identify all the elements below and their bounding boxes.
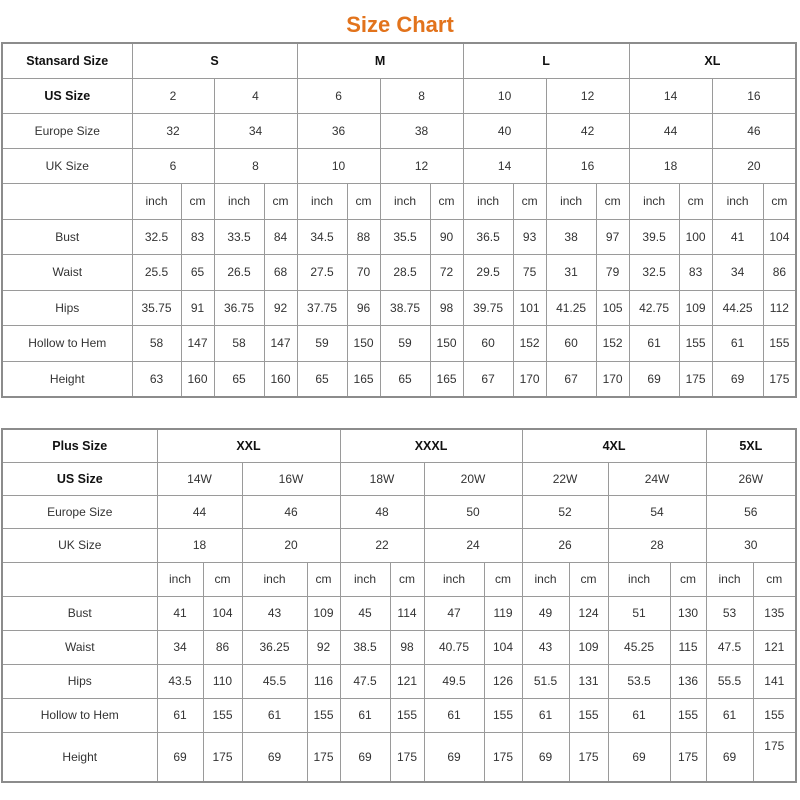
value-inch: 35.5	[380, 219, 430, 255]
value-inch: 47	[424, 596, 484, 630]
unit-cm: cm	[307, 562, 340, 596]
plus-size-table	[1, 428, 797, 783]
value-cm: 175	[670, 732, 706, 782]
value-inch: 36.75	[214, 290, 264, 326]
standard-height-row	[2, 361, 796, 397]
value-inch: 45.5	[242, 664, 307, 698]
value-inch: 69	[340, 732, 390, 782]
uk-size-value: 6	[132, 148, 214, 183]
value-cm: 72	[430, 255, 463, 291]
unit-cm: cm	[484, 562, 522, 596]
value-cm: 91	[181, 290, 214, 326]
value-cm: 92	[264, 290, 297, 326]
value-cm: 84	[264, 219, 297, 255]
value-cm: 160	[264, 361, 297, 397]
value-cm: 105	[596, 290, 629, 326]
unit-cm: cm	[390, 562, 424, 596]
us-size-value: 6	[297, 78, 380, 113]
size-xxl: XXL	[157, 429, 340, 462]
europe-size-value: 44	[629, 113, 712, 148]
size-header-row	[2, 43, 796, 78]
uk-size-value: 16	[546, 148, 629, 183]
value-inch: 49.5	[424, 664, 484, 698]
unit-cm: cm	[679, 183, 712, 219]
value-inch: 51	[608, 596, 670, 630]
plus-europe-size-value: 52	[522, 495, 608, 528]
value-cm: 83	[181, 219, 214, 255]
value-inch: 61	[608, 698, 670, 732]
europe-size-value: 34	[214, 113, 297, 148]
europe-size-value: 46	[712, 113, 796, 148]
value-inch: 27.5	[297, 255, 347, 291]
europe-size-value: 36	[297, 113, 380, 148]
us-size-label: US Size	[2, 78, 132, 113]
plus-europe-size-value: 44	[157, 495, 242, 528]
value-inch: 34.5	[297, 219, 347, 255]
page-title: Size Chart	[346, 12, 454, 37]
value-cm: 79	[596, 255, 629, 291]
standard-size-table	[1, 42, 797, 398]
value-inch: 38.75	[380, 290, 430, 326]
us-size-value: 10	[463, 78, 546, 113]
value-cm: 155	[679, 326, 712, 362]
value-cm: 86	[763, 255, 796, 291]
value-cm: 165	[430, 361, 463, 397]
value-inch: 61	[706, 698, 753, 732]
plus-uk-size-row	[2, 528, 796, 562]
plus-us-size-label: US Size	[2, 462, 157, 495]
size-s: S	[132, 43, 297, 78]
europe-size-value: 42	[546, 113, 629, 148]
value-inch: 69	[629, 361, 679, 397]
size-l: L	[463, 43, 629, 78]
unit-inch: inch	[157, 562, 203, 596]
value-cm: 131	[569, 664, 608, 698]
plus-us-size-value: 24W	[608, 462, 706, 495]
uk-size-value: 12	[380, 148, 463, 183]
value-inch: 61	[712, 326, 763, 362]
value-cm: 109	[307, 596, 340, 630]
value-inch: 61	[157, 698, 203, 732]
size-xxxl: XXXL	[340, 429, 522, 462]
unit-inch: inch	[424, 562, 484, 596]
plus-us-size-value: 20W	[424, 462, 522, 495]
plus-height-row	[2, 732, 796, 782]
value-inch: 41.25	[546, 290, 596, 326]
unit-cm: cm	[569, 562, 608, 596]
measurement-label: Waist	[2, 630, 157, 664]
value-inch: 53	[706, 596, 753, 630]
value-inch: 47.5	[340, 664, 390, 698]
value-cm: 130	[670, 596, 706, 630]
plus-us-size-value: 16W	[242, 462, 340, 495]
unit-cm: cm	[513, 183, 546, 219]
plus-europe-size-value: 54	[608, 495, 706, 528]
value-cm: 155	[753, 698, 796, 732]
value-inch: 51.5	[522, 664, 569, 698]
plus-uk-size-label: UK Size	[2, 528, 157, 562]
value-cm: 101	[513, 290, 546, 326]
unit-inch: inch	[706, 562, 753, 596]
value-inch: 41	[157, 596, 203, 630]
value-inch: 65	[214, 361, 264, 397]
plus-size-header: Plus Size	[2, 429, 157, 462]
unit-inch: inch	[463, 183, 513, 219]
value-inch: 55.5	[706, 664, 753, 698]
unit-inch: inch	[132, 183, 181, 219]
unit-cm: cm	[430, 183, 463, 219]
unit-inch: inch	[546, 183, 596, 219]
value-inch: 40.75	[424, 630, 484, 664]
value-inch: 43.5	[157, 664, 203, 698]
value-cm: 175	[307, 732, 340, 782]
value-cm: 116	[307, 664, 340, 698]
value-cm: 155	[203, 698, 242, 732]
plus-uk-size-value: 22	[340, 528, 424, 562]
plus-hollow-to-hem-row	[2, 698, 796, 732]
value-inch: 45.25	[608, 630, 670, 664]
uk-size-value: 18	[629, 148, 712, 183]
plus-bust-row	[2, 596, 796, 630]
value-cm: 65	[181, 255, 214, 291]
europe-size-value: 40	[463, 113, 546, 148]
plus-hips-row	[2, 664, 796, 698]
size-4xl: 4XL	[522, 429, 706, 462]
value-cm: 112	[763, 290, 796, 326]
value-cm: 110	[203, 664, 242, 698]
unit-cm: cm	[753, 562, 796, 596]
value-inch: 26.5	[214, 255, 264, 291]
value-cm: 126	[484, 664, 522, 698]
value-inch: 39.5	[629, 219, 679, 255]
value-cm: 86	[203, 630, 242, 664]
value-inch: 61	[424, 698, 484, 732]
value-cm: 150	[347, 326, 380, 362]
value-inch: 61	[340, 698, 390, 732]
us-size-value: 16	[712, 78, 796, 113]
value-cm: 104	[203, 596, 242, 630]
plus-size-header-row	[2, 429, 796, 462]
plus-europe-size-row	[2, 495, 796, 528]
standard-hollow-to-hem-row	[2, 326, 796, 362]
value-inch: 33.5	[214, 219, 264, 255]
value-inch: 39.75	[463, 290, 513, 326]
unit-inch: inch	[242, 562, 307, 596]
unit-inch: inch	[608, 562, 670, 596]
value-inch: 41	[712, 219, 763, 255]
size-m: M	[297, 43, 463, 78]
unit-inch: inch	[629, 183, 679, 219]
value-inch: 25.5	[132, 255, 181, 291]
unit-row-blank	[2, 183, 132, 219]
plus-us-size-value: 26W	[706, 462, 796, 495]
value-inch: 69	[242, 732, 307, 782]
unit-inch: inch	[380, 183, 430, 219]
value-cm: 93	[513, 219, 546, 255]
us-size-value: 8	[380, 78, 463, 113]
uk-size-value: 8	[214, 148, 297, 183]
measurement-label: Hips	[2, 664, 157, 698]
plus-us-size-row	[2, 462, 796, 495]
value-cm: 147	[181, 326, 214, 362]
value-cm: 109	[569, 630, 608, 664]
uk-size-label: UK Size	[2, 148, 132, 183]
value-cm: 88	[347, 219, 380, 255]
value-cm: 141	[753, 664, 796, 698]
value-cm: 124	[569, 596, 608, 630]
value-inch: 59	[297, 326, 347, 362]
value-cm: 104	[484, 630, 522, 664]
standard-size-header: Stansard Size	[2, 43, 132, 78]
value-inch: 61	[242, 698, 307, 732]
value-inch: 38	[546, 219, 596, 255]
plus-europe-size-label: Europe Size	[2, 495, 157, 528]
value-cm: 175	[679, 361, 712, 397]
value-inch: 65	[297, 361, 347, 397]
value-cm: 136	[670, 664, 706, 698]
value-inch: 42.75	[629, 290, 679, 326]
value-cm: 170	[596, 361, 629, 397]
value-cm: 90	[430, 219, 463, 255]
value-inch: 28.5	[380, 255, 430, 291]
plus-europe-size-value: 56	[706, 495, 796, 528]
value-cm: 175	[203, 732, 242, 782]
plus-unit-row	[2, 562, 796, 596]
standard-bust-row	[2, 219, 796, 255]
plus-uk-size-value: 18	[157, 528, 242, 562]
value-inch: 67	[463, 361, 513, 397]
value-inch: 69	[712, 361, 763, 397]
measurement-label: Hollow to Hem	[2, 326, 132, 362]
value-inch: 45	[340, 596, 390, 630]
value-cm: 155	[670, 698, 706, 732]
value-cm: 75	[513, 255, 546, 291]
value-inch: 69	[522, 732, 569, 782]
value-cm: 92	[307, 630, 340, 664]
plus-uk-size-value: 28	[608, 528, 706, 562]
plus-waist-row	[2, 630, 796, 664]
value-cm: 114	[390, 596, 424, 630]
value-cm: 98	[390, 630, 424, 664]
value-inch: 34	[712, 255, 763, 291]
uk-size-row	[2, 148, 796, 183]
value-cm: 155	[763, 326, 796, 362]
europe-size-value: 32	[132, 113, 214, 148]
value-inch: 58	[214, 326, 264, 362]
plus-uk-size-value: 26	[522, 528, 608, 562]
value-inch: 63	[132, 361, 181, 397]
value-cm: 98	[430, 290, 463, 326]
value-cm: 155	[569, 698, 608, 732]
value-inch: 60	[463, 326, 513, 362]
uk-size-value: 14	[463, 148, 546, 183]
size-5xl: 5XL	[706, 429, 796, 462]
value-inch: 53.5	[608, 664, 670, 698]
value-cm: 152	[513, 326, 546, 362]
plus-europe-size-value: 46	[242, 495, 340, 528]
plus-uk-size-value: 30	[706, 528, 796, 562]
unit-inch: inch	[340, 562, 390, 596]
measurement-label: Hips	[2, 290, 132, 326]
value-cm: 160	[181, 361, 214, 397]
measurement-label: Hollow to Hem	[2, 698, 157, 732]
uk-size-value: 20	[712, 148, 796, 183]
unit-cm: cm	[670, 562, 706, 596]
value-inch: 61	[629, 326, 679, 362]
value-inch: 58	[132, 326, 181, 362]
standard-waist-row	[2, 255, 796, 291]
value-inch: 43	[242, 596, 307, 630]
value-cm: 175	[390, 732, 424, 782]
unit-row	[2, 183, 796, 219]
measurement-label: Bust	[2, 219, 132, 255]
value-cm: 155	[307, 698, 340, 732]
unit-inch: inch	[522, 562, 569, 596]
plus-europe-size-value: 50	[424, 495, 522, 528]
value-cm: 104	[763, 219, 796, 255]
value-inch: 44.25	[712, 290, 763, 326]
value-cm: 68	[264, 255, 297, 291]
unit-cm: cm	[347, 183, 380, 219]
plus-europe-size-value: 48	[340, 495, 424, 528]
value-inch: 59	[380, 326, 430, 362]
value-cm: 155	[390, 698, 424, 732]
value-inch: 29.5	[463, 255, 513, 291]
value-cm: 155	[484, 698, 522, 732]
us-size-value: 12	[546, 78, 629, 113]
us-size-value: 14	[629, 78, 712, 113]
value-inch: 35.75	[132, 290, 181, 326]
value-cm: 70	[347, 255, 380, 291]
europe-size-label: Europe Size	[2, 113, 132, 148]
unit-cm: cm	[264, 183, 297, 219]
unit-inch: inch	[297, 183, 347, 219]
value-inch: 36.25	[242, 630, 307, 664]
plus-uk-size-value: 24	[424, 528, 522, 562]
value-cm: 121	[753, 630, 796, 664]
unit-cm: cm	[763, 183, 796, 219]
unit-inch: inch	[214, 183, 264, 219]
value-inch: 32.5	[132, 219, 181, 255]
value-inch: 69	[424, 732, 484, 782]
value-inch: 49	[522, 596, 569, 630]
value-cm: 96	[347, 290, 380, 326]
value-cm: 119	[484, 596, 522, 630]
measurement-label: Height	[2, 361, 132, 397]
us-size-value: 4	[214, 78, 297, 113]
value-cm: 121	[390, 664, 424, 698]
measurement-label: Bust	[2, 596, 157, 630]
value-inch: 37.75	[297, 290, 347, 326]
value-inch: 69	[157, 732, 203, 782]
plus-us-size-value: 18W	[340, 462, 424, 495]
value-cm: 152	[596, 326, 629, 362]
plus-us-size-value: 22W	[522, 462, 608, 495]
plus-us-size-value: 14W	[157, 462, 242, 495]
value-inch: 43	[522, 630, 569, 664]
plus-uk-size-value: 20	[242, 528, 340, 562]
value-inch: 31	[546, 255, 596, 291]
value-inch: 36.5	[463, 219, 513, 255]
value-cm: 100	[679, 219, 712, 255]
value-cm: 175	[569, 732, 608, 782]
size-xl: XL	[629, 43, 796, 78]
value-inch: 67	[546, 361, 596, 397]
unit-cm: cm	[203, 562, 242, 596]
value-inch: 69	[608, 732, 670, 782]
value-inch: 65	[380, 361, 430, 397]
us-size-row	[2, 78, 796, 113]
value-cm: 83	[679, 255, 712, 291]
value-inch: 47.5	[706, 630, 753, 664]
value-cm: 175	[484, 732, 522, 782]
value-cm: 109	[679, 290, 712, 326]
uk-size-value: 10	[297, 148, 380, 183]
value-inch: 32.5	[629, 255, 679, 291]
value-cm: 135	[753, 596, 796, 630]
measurement-label: Height	[2, 732, 157, 782]
value-cm: 97	[596, 219, 629, 255]
value-inch: 60	[546, 326, 596, 362]
unit-cm: cm	[596, 183, 629, 219]
unit-row-blank	[2, 562, 157, 596]
value-inch: 34	[157, 630, 203, 664]
value-inch: 69	[706, 732, 753, 782]
value-cm: 170	[513, 361, 546, 397]
value-cm: 150	[430, 326, 463, 362]
value-cm: 165	[347, 361, 380, 397]
value-cm: 147	[264, 326, 297, 362]
unit-inch: inch	[712, 183, 763, 219]
us-size-value: 2	[132, 78, 214, 113]
europe-size-value: 38	[380, 113, 463, 148]
unit-cm: cm	[181, 183, 214, 219]
europe-size-row	[2, 113, 796, 148]
value-cm: 175	[763, 361, 796, 397]
value-cm: 115	[670, 630, 706, 664]
value-inch: 61	[522, 698, 569, 732]
value-inch: 38.5	[340, 630, 390, 664]
measurement-label: Waist	[2, 255, 132, 291]
value-cm: 175	[753, 732, 796, 782]
standard-hips-row	[2, 290, 796, 326]
